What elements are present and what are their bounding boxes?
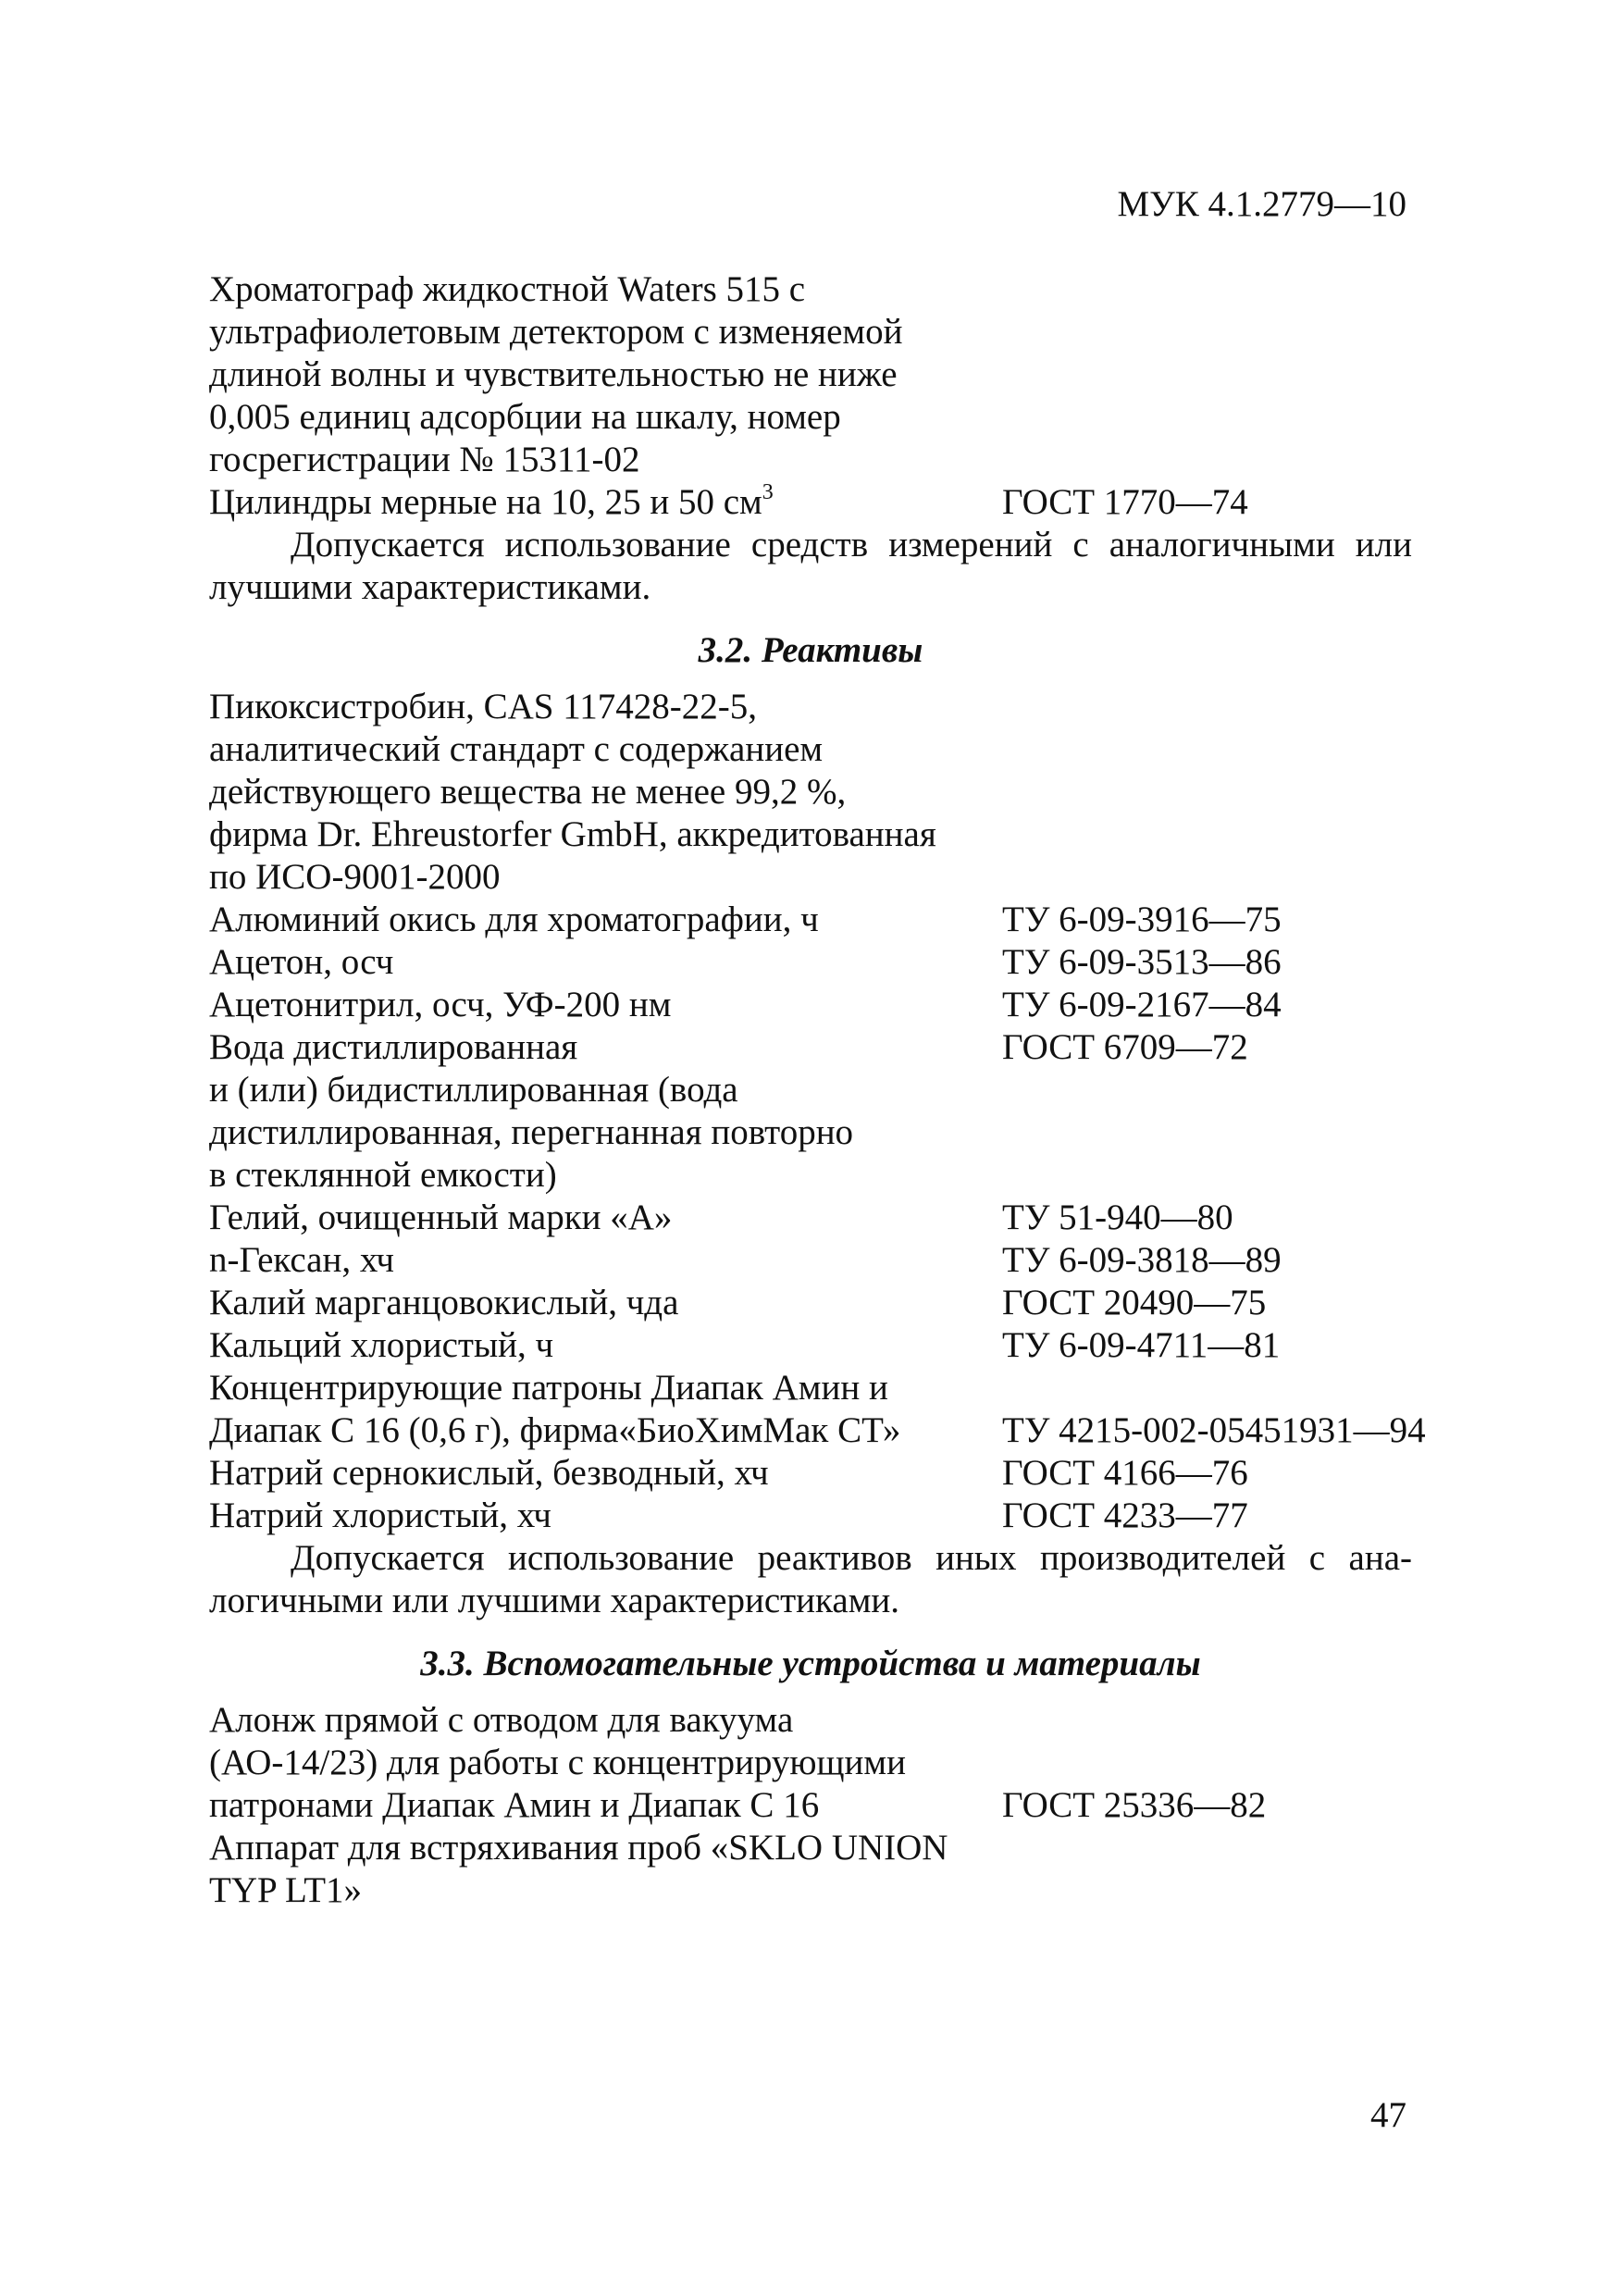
list-item [209,1282,1440,1324]
page-number: 47 [1370,2095,1406,2135]
item-name: Натрий хлористый, хч [209,1496,551,1535]
superscript-unit: 3 [762,480,774,504]
item-name: Концентрирующие патроны Диапак Амин и Диапак С 16 (0,6 г), фирма«БиоХимМак СТ» [209,1368,901,1450]
item-name: Калий марганцовокислый, чда [209,1283,679,1322]
list-item [209,1324,1440,1367]
list-item [209,481,1440,524]
list-item [209,1827,1440,1912]
section-heading-auxiliary: 3.3. Вспомогательные устройства и материалы [420,1644,1201,1683]
list-item [209,1699,1440,1827]
item-standard: ГОСТ 20490—75 [1002,1283,1267,1322]
cylinders-name: Цилиндры мерные на 10, 25 и 50 см [209,482,762,522]
item-standard: ГОСТ 25336—82 [1002,1785,1267,1825]
item-name: Кальций хлористый, ч [209,1325,554,1365]
item-standard: ТУ 6-09-4711—81 [1002,1325,1281,1365]
reagents-note: Допускается использование реактивов иных производителей с ана-логичными или лучшими характеристиками. [209,1538,1412,1620]
list-item [209,984,1440,1026]
item-name: Натрий сернокислый, безводный, хч [209,1453,769,1493]
page-content [209,268,1440,1912]
auxiliary-list [209,1699,1440,1912]
item-standard: ГОСТ 1770—74 [1002,482,1248,522]
item-name: Алонж прямой с отводом для вакуума (АО-14/23) для работы с концентрирующими патронами Диапак Амин и Диапак С 16 [209,1700,906,1825]
section-heading-reagents: 3.2. Реактивы [698,630,923,670]
item-name: Ацетон, осч [209,942,394,982]
list-item [209,1495,1440,1537]
item-standard: ТУ 6-09-2167—84 [1002,985,1282,1024]
item-standard: ТУ 6-09-3513—86 [1002,942,1282,982]
item-name [209,481,1002,524]
item-standard: ТУ 4215-002-05451931—94 [1002,1410,1426,1450]
list-item [209,1197,1440,1239]
list-item [209,899,1440,941]
list-item [209,268,1440,481]
item-standard: ГОСТ 4166—76 [1002,1453,1248,1493]
item-standard: ГОСТ 4233—77 [1002,1496,1248,1535]
list-item [209,1452,1440,1495]
list-item [209,1026,1440,1069]
item-name: Пикоксистробин, CAS 117428-22-5, аналитический стандарт с содержанием действующего вещества не менее 99,2 %, фирма Dr. Ehreustorfer GmbH, аккредитованная по ИСО-9001-2000 [209,687,936,897]
item-standard: ТУ 6-09-3818—89 [1002,1240,1282,1280]
running-header-code: МУК 4.1.2779—10 [1117,184,1406,224]
instruments-note: Допускается использование средств измерений с аналогичными или лучшими характеристиками. [209,525,1412,607]
list-item [209,686,1440,899]
item-standard: ТУ 51-940—80 [1002,1198,1233,1237]
item-name: Гелий, очищенный марки «А» [209,1198,673,1237]
item-name: Алюминий окись для хроматографии, ч [209,900,819,939]
item-name: Аппарат для встряхивания проб «SKLO UNION TYP LT1» [209,1828,948,1910]
measuring-instruments-list [209,268,1440,524]
list-item [209,1069,1440,1197]
item-standard: ГОСТ 6709—72 [1002,1027,1248,1067]
reagents-list [209,686,1440,1537]
item-name: Ацетонитрил, осч, УФ-200 нм [209,985,672,1024]
item-name: и (или) бидистиллированная (вода дистиллированная, перегнанная повторно в стеклянной емкости) [209,1070,854,1195]
item-name: n-Гексан, хч [209,1240,394,1280]
list-item [209,1367,1440,1452]
item-name: Хроматограф жидкостной Waters 515 с ультрафиолетовым детектором с изменяемой длиной волны и чувствительностью не ниже 0,005 единиц адсорбции на шкалу, номер госрегистрации № 15311-02 [209,269,903,479]
item-standard: ТУ 6-09-3916—75 [1002,900,1282,939]
item-name: Вода дистиллированная [209,1027,578,1067]
list-item [209,1239,1440,1282]
list-item [209,941,1440,984]
